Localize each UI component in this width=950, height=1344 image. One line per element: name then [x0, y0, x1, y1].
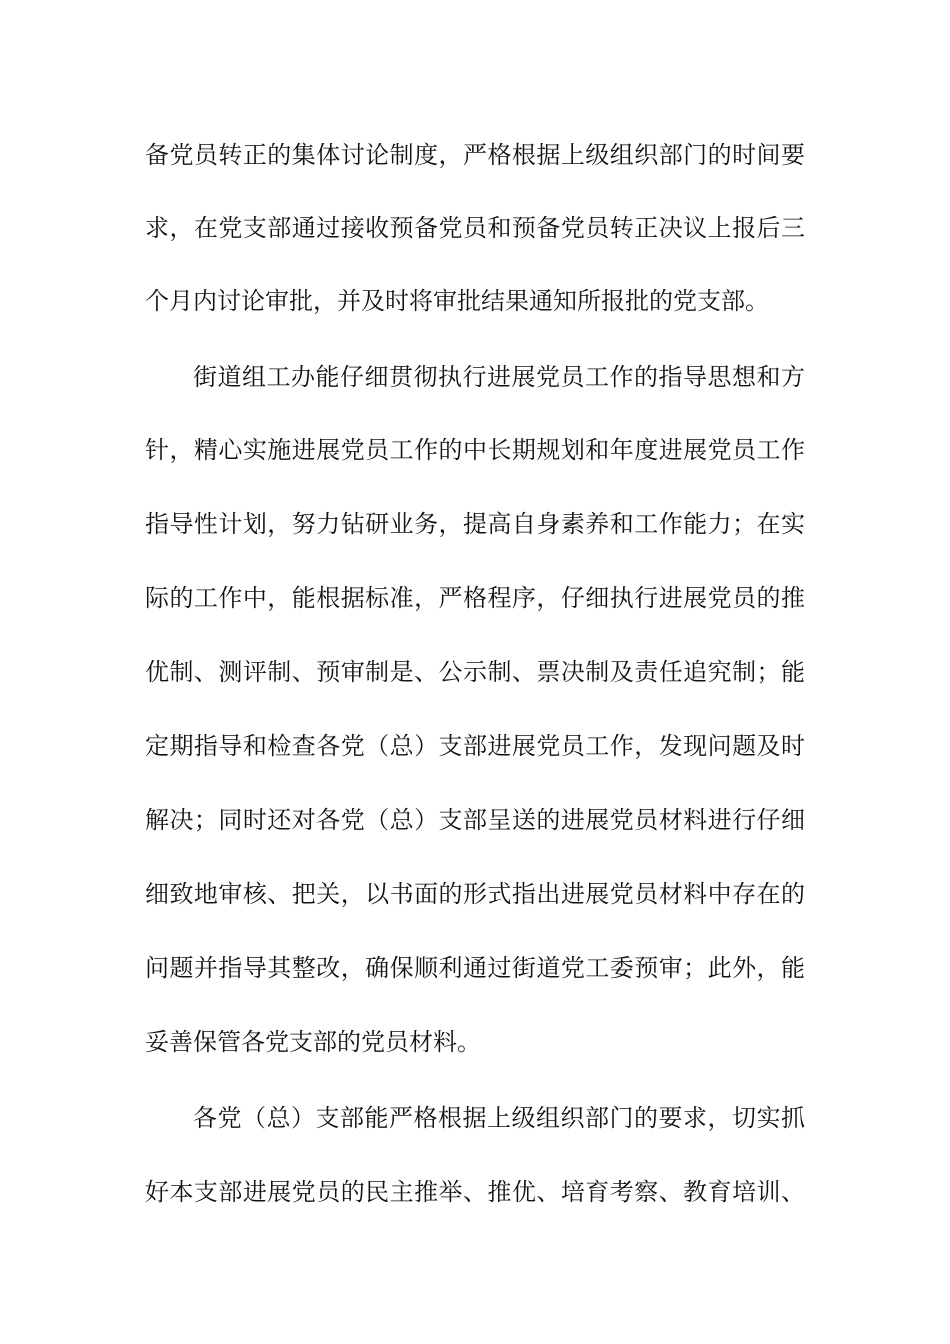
- text-line: 细致地审核、把关，以书面的形式指出进展党员材料中存在的: [145, 880, 805, 908]
- text-line: 际的工作中，能根据标准，严格程序，仔细执行进展党员的推: [145, 584, 805, 612]
- text-line: 定期指导和检查各党（总）支部进展党员工作，发现问题及时: [145, 732, 805, 760]
- text-line: 针，精心实施进展党员工作的中长期规划和年度进展党员工作: [145, 436, 805, 464]
- text-line: 好本支部进展党员的民主推举、推优、培育考察、教育培训、: [145, 1178, 805, 1206]
- text-line: 解决；同时还对各党（总）支部呈送的进展党员材料进行仔细: [145, 806, 805, 834]
- text-line: 优制、测评制、预审制是、公示制、票决制及责任追究制；能: [145, 658, 805, 686]
- text-line: 个月内讨论审批，并及时将审批结果通知所报批的党支部。: [145, 287, 769, 315]
- text-line: 妥善保管各党支部的党员材料。: [145, 1028, 481, 1056]
- text-line: 求，在党支部通过接收预备党员和预备党员转正决议上报后三: [145, 214, 805, 242]
- text-line: 问题并指导其整改，确保顺利通过街道党工委预审；此外，能: [145, 954, 805, 982]
- text-line: 备党员转正的集体讨论制度，严格根据上级组织部门的时间要: [145, 141, 805, 169]
- paragraph-first-line: 各党（总）支部能严格根据上级组织部门的要求，切实抓: [193, 1104, 805, 1132]
- text-line: 指导性计划，努力钻研业务，提高自身素养和工作能力；在实: [145, 510, 805, 538]
- paragraph-first-line: 街道组工办能仔细贯彻执行进展党员工作的指导思想和方: [193, 363, 805, 391]
